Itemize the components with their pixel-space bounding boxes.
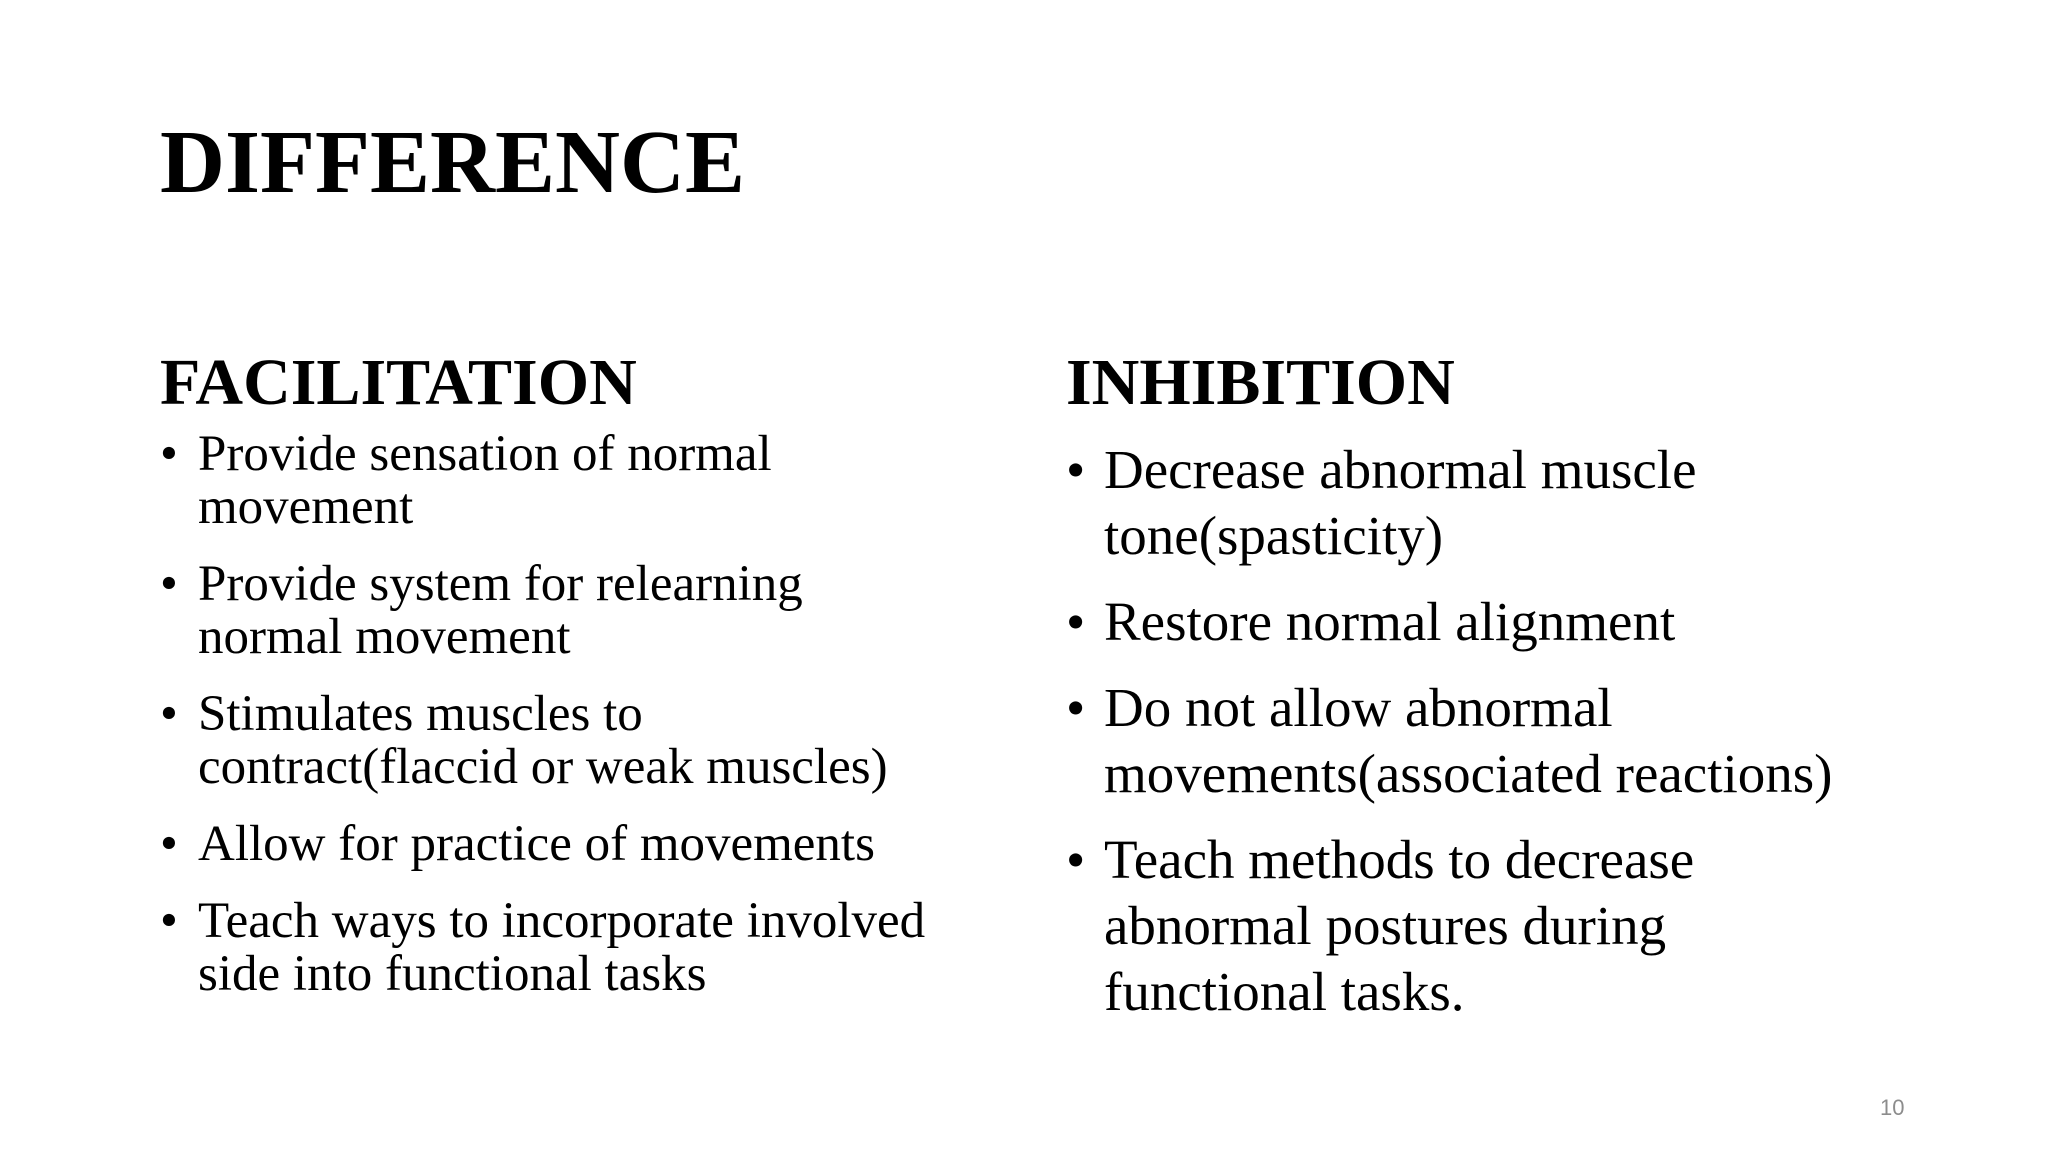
bullet-icon: • [160,816,178,872]
list-item-line: functional tasks. [1104,961,1465,1022]
bullet-icon: • [160,426,178,482]
page-number: 10 [1880,1095,1905,1120]
list-item [160,558,925,664]
list-item-line: Allow for practice of movements [198,816,875,872]
bullet-icon: • [160,893,178,949]
list-item [160,895,925,1001]
bullet-icon: • [1066,439,1086,500]
list-item-line: Decrease abnormal muscle [1104,439,1697,500]
bullet-icon: • [160,686,178,742]
list-item [1066,827,1832,1025]
list-item-line: Teach methods to decrease [1104,829,1695,890]
list-item-line: movements(associated reactions) [1104,743,1833,804]
list-item-line: movement [198,479,414,535]
bullet-icon: • [160,556,178,612]
list-item [160,688,925,794]
list-item-line: normal movement [198,609,571,665]
list-item [1066,675,1832,807]
facilitation-list [160,428,925,1025]
list-item-line: Teach ways to incorporate involved [198,893,926,949]
facilitation-heading: FACILITATION [160,346,637,419]
list-item [1066,437,1832,569]
inhibition-list [1066,437,1832,1045]
list-item [1066,589,1832,655]
list-item-line: tone(spasticity) [1104,505,1444,566]
list-item-line: contract(flaccid or weak muscles) [198,739,888,795]
list-item-line: Provide sensation of normal [198,426,772,482]
slide-title: DIFFERENCE [160,113,746,212]
inhibition-heading: INHIBITION [1066,346,1455,419]
list-item-line: Stimulates muscles to [198,686,643,742]
list-item-line: Do not allow abnormal [1104,677,1613,738]
bullet-icon: • [1066,677,1086,738]
list-item [160,428,925,534]
list-item-line: side into functional tasks [198,946,707,1002]
list-item-line: Restore normal alignment [1104,591,1676,652]
bullet-icon: • [1066,591,1086,652]
bullet-icon: • [1066,829,1086,890]
list-item [160,818,925,871]
list-item-line: abnormal postures during [1104,895,1667,956]
list-item-line: Provide system for relearning [198,556,803,612]
